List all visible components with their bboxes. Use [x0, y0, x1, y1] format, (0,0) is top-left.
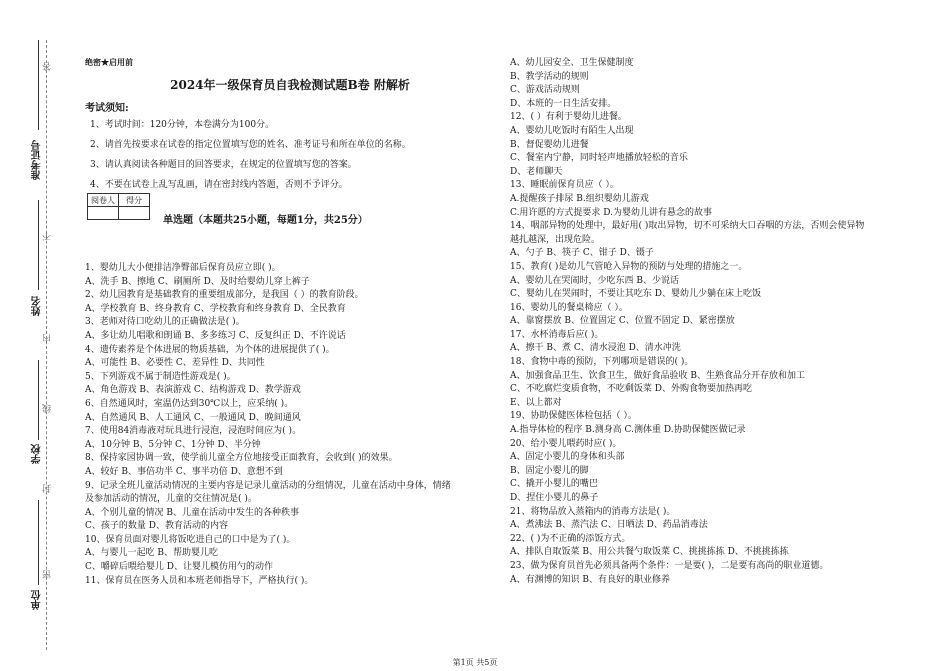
question-line: E、以上都对	[510, 397, 562, 408]
question-line: C、不吃腐烂变质食物，不吃剩饭菜 D、外购食物要加热再吃	[510, 384, 752, 395]
question-line: C、餐室内宁静，同时轻声地播放轻松的音乐	[510, 153, 688, 164]
question-line: A、煮沸法 B、蒸汽法 C、日晒法 D、药品消毒法	[510, 520, 708, 531]
question-line: C、嚼碎后喂给婴儿 D、让婴儿模仿用勺的动作	[85, 562, 273, 573]
grader-blank	[88, 207, 119, 220]
exam-number-line	[38, 40, 39, 130]
question-line: 22、( )为不正确的添饭方式。	[510, 533, 631, 544]
school-label: 学校	[32, 444, 43, 464]
notice-item: 4、不要在试卷上乱写乱画，请在密封线内答题，否则不予评分。	[90, 180, 348, 190]
question-line: C.用许愿的方式提要求 D.为婴幼儿讲有悬念的故事	[510, 207, 713, 218]
question-line: A、婴幼儿吃饭时有陌生人出现	[510, 125, 634, 136]
question-line: A、靠窗摆放 B、位置固定 C、位置不固定 D、紧密摆放	[510, 316, 735, 327]
seal-mark: 内	[43, 334, 53, 343]
question-line: C、婴幼儿在哭闹时，不要让其吃东 D、婴幼儿少躺在床上吃饭	[510, 289, 761, 300]
question-line: 5、下列游戏不属于制造性游戏是( )。	[85, 371, 236, 382]
notice-heading: 考试须知:	[85, 103, 129, 114]
question-line: C、撬开小婴儿的嘴巴	[510, 479, 598, 490]
question-line: 23、做为保育员首先必须具备两个条件：一是要( )，二是要有高尚的职业道德。	[510, 560, 829, 571]
question-line: D、本班的一日生活安排。	[510, 98, 617, 109]
binding-margin	[0, 0, 58, 671]
question-line: A、排队自取饭菜 B、用公共餐勺取饭菜 C、挑挑拣拣 D、不挑挑拣拣	[510, 547, 789, 558]
grader-cell: 阅卷人	[88, 194, 119, 207]
question-line: 10、保育员面对婴儿将饭吃进自己的口中是为了( )。	[85, 534, 296, 545]
score-blank	[119, 207, 150, 220]
score-cell: 得分	[119, 194, 150, 207]
exam-number-label: 准考证号	[32, 140, 43, 180]
question-line: D、老师聊天	[510, 166, 563, 177]
question-line: 11、保育员在医务人员和本班老师指导下，严格执行( )。	[85, 575, 314, 586]
question-line: A、较好 B、事倍功半 C、事半功倍 D、意想不到	[85, 466, 283, 477]
question-line: 2、幼儿园教育是基础教育的重要组成部分，是我国（ ）的教育阶段。	[85, 290, 364, 301]
page-footer: 第1页 共5页	[452, 658, 498, 667]
question-line: 1、婴幼儿大小便排洁净臀部后保育员应立即( )。	[85, 263, 281, 273]
confidential-label: 绝密★启用前	[85, 57, 133, 67]
question-line: C、孩子的数量 D、教育活动的内容	[85, 521, 228, 532]
question-line: 17、水杯消毒后应( )。	[510, 329, 604, 340]
seal-mark: 不	[43, 232, 53, 241]
question-line: 21、将物品放入蒸箱内的消毒方法是( )。	[510, 506, 676, 517]
question-line: 19、协助保健医体检包括（ ）。	[510, 411, 637, 422]
question-line: A、自然通风 B、人工通风 C、一般通风 D、晚间通风	[85, 412, 301, 423]
notice-item: 2、请首先按要求在试卷的指定位置填写您的姓名、准考证号和所在单位的名称。	[90, 140, 411, 150]
question-line: 20、给小婴儿喂药时应( )。	[510, 438, 622, 449]
question-line: B、教学活动的规则	[510, 71, 589, 82]
unit-label: 单位	[32, 590, 43, 610]
section-heading: 单选题（本题共25小题，每题1分，共25分）	[163, 215, 368, 226]
question-line: A、幼儿园安全、卫生保健制度	[510, 58, 634, 68]
seal-mark: 密	[43, 570, 53, 579]
question-line: 16、婴幼儿的餐桌椅应（ ）。	[510, 302, 628, 313]
question-line: A.指导体检的程序 B.测身高 C.测体重 D.协助保健医做记录	[510, 425, 746, 436]
question-line: 8、保持家园协调一致，使学前儿童全方位地接受正面教育，会收到( )的效果。	[85, 453, 398, 464]
question-line: A、擦干 B、煮 C、清水浸泡 D、清水冲洗	[510, 343, 681, 354]
question-line: 18、食物中毒的预防，下列哪项是错误的( )。	[510, 357, 694, 368]
question-line: 15、教育( )是幼儿气管呛入异物的预防与处理的措施之一。	[510, 261, 748, 272]
unit-line	[38, 500, 39, 585]
school-line	[38, 360, 39, 440]
question-line: A、固定小婴儿的身体和头部	[510, 452, 625, 463]
question-line: A、洗手 B、擦地 C、刷厕所 D、及时给婴幼儿穿上裤子	[85, 276, 310, 287]
question-line: A、10分钟 B、5分钟 C、1分钟 D、半分钟	[85, 439, 261, 450]
page-title: 2024年一级保育员自我检测试题B卷 附解析	[170, 78, 410, 92]
right-question-column	[510, 57, 930, 587]
question-line: 13、睡眠前保育员应（ ）。	[510, 180, 619, 191]
question-line: A、角色游戏 B、表演游戏 C、结构游戏 D、教学游戏	[85, 385, 301, 396]
question-line: A、有渊博的知识 B、有良好的职业修养	[510, 574, 670, 585]
question-line: 6、自然通风时，室温仍达到30℃以上，应采纳( )。	[85, 398, 294, 409]
question-line: A.提醒孩子排尿 B.组织婴幼儿游戏	[510, 193, 649, 204]
question-line: A、婴幼儿在哭闹时，少吃东西 B、少说话	[510, 275, 679, 286]
question-line: A、学校教育 B、终身教育 C、学校教育和终身教育 D、全民教育	[85, 303, 346, 314]
notice-item: 3、请认真阅读各种题目的回答要求，在规定的位置填写您的答案。	[90, 160, 357, 170]
notice-item: 1、考试时间：120分钟，本卷满分为100分。	[90, 120, 275, 130]
question-line: D、捏住小婴儿的鼻子	[510, 493, 599, 503]
seal-dashed-line	[46, 40, 47, 650]
seal-mark: 线	[43, 404, 53, 413]
question-line: A、多让幼儿唱歌和朗诵 B、多多练习 C、反复纠正 D、不许说话	[85, 330, 346, 341]
question-line: A、加强食品卫生、饮食卫生，做好食品验收 B、生熟食品分开存放和加工	[510, 370, 805, 381]
question-line: 12、( ）有利于婴幼儿进餐。	[510, 112, 627, 123]
question-line: 9、记录全班儿童活动情况的主要内容是记录儿童活动的分组情况，儿童在活动中身体，情绪	[85, 480, 451, 491]
grader-table	[87, 193, 150, 220]
name-label: 姓名	[32, 296, 43, 316]
question-line: B、固定小婴儿的脚	[510, 465, 589, 476]
question-line: A、可能性 B、必要性 C、差异性 D、共同性	[85, 358, 265, 369]
question-line: 越扎越深，出现危险。	[510, 234, 601, 245]
question-line: A、个别儿童的情况 B、儿童在活动中发生的各种秩事	[85, 507, 299, 518]
seal-mark: 答	[43, 62, 53, 71]
question-line: A、勺子 B、筷子 C、钳子 D、镊子	[510, 248, 654, 259]
question-line: C、游戏活动规则	[510, 85, 580, 96]
question-line: 3、老师对待口吃幼儿的正确做法是( )。	[85, 317, 245, 328]
question-line: B、督促婴幼儿进餐	[510, 139, 589, 150]
question-line: 7、使用84消毒液对玩具进行浸泡，浸泡时间应为( )。	[85, 426, 302, 437]
left-question-column	[85, 262, 495, 588]
question-line: 及参加活动的情况，儿童的交往情况是( )。	[85, 494, 257, 505]
question-line: 4、遗传素养是个体进展的物质基础，为个体的进展提供了( )。	[85, 344, 335, 355]
seal-mark: 封	[43, 484, 53, 493]
name-line	[38, 200, 39, 290]
question-line: A、与婴儿一起吃 B、帮助婴儿吃	[85, 548, 218, 559]
question-line: 14、咽部异物的处理中，最好用( )取出异物，切不可采纳大口吞咽的方法，否则会使异物	[510, 221, 865, 232]
